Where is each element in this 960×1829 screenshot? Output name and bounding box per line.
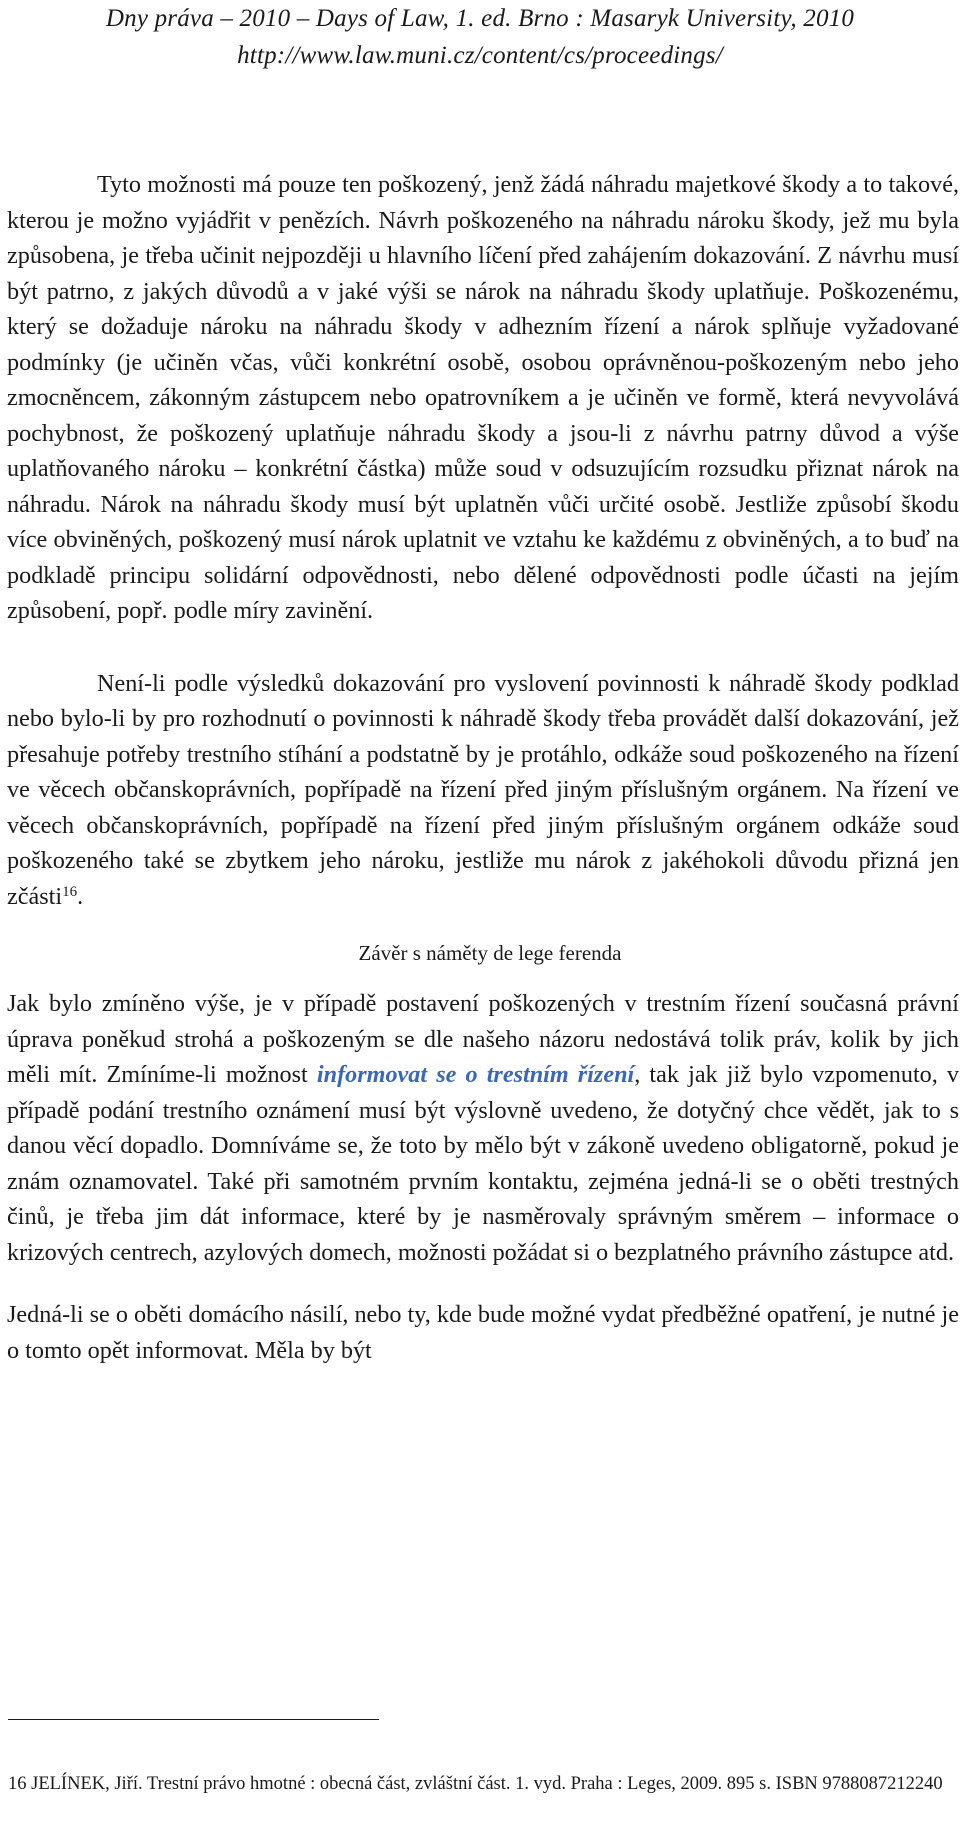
header-citation: Dny práva – 2010 – Days of Law, 1. ed. Brno : Masaryk University, 2010 xyxy=(105,5,855,32)
main-text xyxy=(7,167,959,1368)
paragraph-2-end: . xyxy=(77,882,84,910)
paragraph-2-text: Není-li podle výsledků dokazování pro vyslovení povinnosti k náhradě škody podklad nebo bylo-li by pro rozhodnutí o povinnosti k náhradě škody třeba provádět další dokazování, jež přesahuje potřeby trestního stíhání a podstatně by je protáhlo, odkáže soud poškozeného na řízení ve věcech občanskoprávních, popřípadě na řízení před jiným příslušným orgánem. Na řízení ve věcech občanskoprávních, popřípadě na řízení před jiným příslušným orgánem odkáže soud poškozeného také se zbytkem jeho nároku, jestliže mu nárok z jakéhokoli důvodu přizná jen zčásti xyxy=(7,669,959,910)
emphasis-link-text: informovat se o trestním řízení xyxy=(316,1061,635,1088)
footnote-separator xyxy=(8,1719,379,1720)
section-heading: Závěr s náměty de lege ferenda xyxy=(358,941,622,965)
paragraph-4: Jedná-li se o oběti domácího násilí, nebo ty, kde bude možné vydat předběžné opatření, je nutné je o tomto opět informovat. Měla by být xyxy=(7,1301,959,1364)
paragraph-1: Tyto možnosti má pouze ten poškozený, jenž žádá náhradu majetkové škody a to takové, kterou je možno vyjádřit v penězích. Návrh poškozeného na náhradu nároku škody, jež mu byla způsobena, je třeba učinit nejpozději u hlavního líčení před zahájením dokazování. Z návrhu musí být patrno, z jakých důvodů a v jaké výši se nárok na náhradu škody uplatňuje. Poškozenému, který se dožaduje nároku na náhradu škody v adhezním řízení a nárok splňuje vyžadované podmínky (je učiněn včas, vůči konkrétní osobě, osobou oprávněnou-poškozeným nebo jeho zmocněncem, zákonným zástupcem nebo opatrovníkem a je učiněn ve formě, která nevyvolává pochybnost, že poškozený uplatňuje náhradu škody a jsou-li z návrhu patrny důvod a výše uplatňovaného nároku – konkrétní částka) může soud v odsuzujícím rozsudku přiznat nárok na náhradu. Nárok na náhradu škody musí být uplatněn vůči určité osobě. Jestliže způsobí škodu více obviněných, poškozený musí nárok uplatnit ve vztahu ke každému z obviněných, a to buď na podkladě principu solidární odpovědnosti, nebo dělené odpovědnosti podle účasti na jejím způsobení, popř. podle míry zavinění. xyxy=(7,171,959,624)
paragraph-3 xyxy=(7,986,959,1270)
page-header xyxy=(0,0,960,74)
paragraph-3-after: , tak jak již bylo vzpomenuto, v případě podání trestního oznámení musí být výslovně uvedeno, že dotyčný chce vědět, jak to s danou věcí dopadlo. Domníváme se, že toto by mělo být v zákoně uvedeno obligatorně, pokud je znám oznamovatel. Také při samotném prvním kontaktu, zejména jedná-li se o oběti trestných činů, je třeba jim dát informace, které by je nasměrovaly správným směrem – informace o krizových centrech, azylových domech, možnosti požádat si o bezplatného právního zástupce atd. xyxy=(7,1061,960,1266)
paragraph-3-before: Jak bylo zmíněno výše, je v případě postavení poškozených v trestním řízení současná právní úprava poněkud strohá a poškozeným se dle našeho názoru nedostává tolik práv, kolik by jich měli mít. Zmíníme-li možnost xyxy=(7,990,959,1088)
paragraph-2 xyxy=(7,666,959,915)
footnote-16: 16 JELÍNEK, Jiří. Trestní právo hmotné : obecná část, zvláštní část. 1. vyd. Praha : Leges, 2009. 895 s. ISBN 9788087212240 xyxy=(8,1774,943,1794)
header-url: http://www.law.muni.cz/content/cs/proceedings/ xyxy=(237,42,723,69)
footnote-reference[interactable]: 16 xyxy=(62,883,78,900)
